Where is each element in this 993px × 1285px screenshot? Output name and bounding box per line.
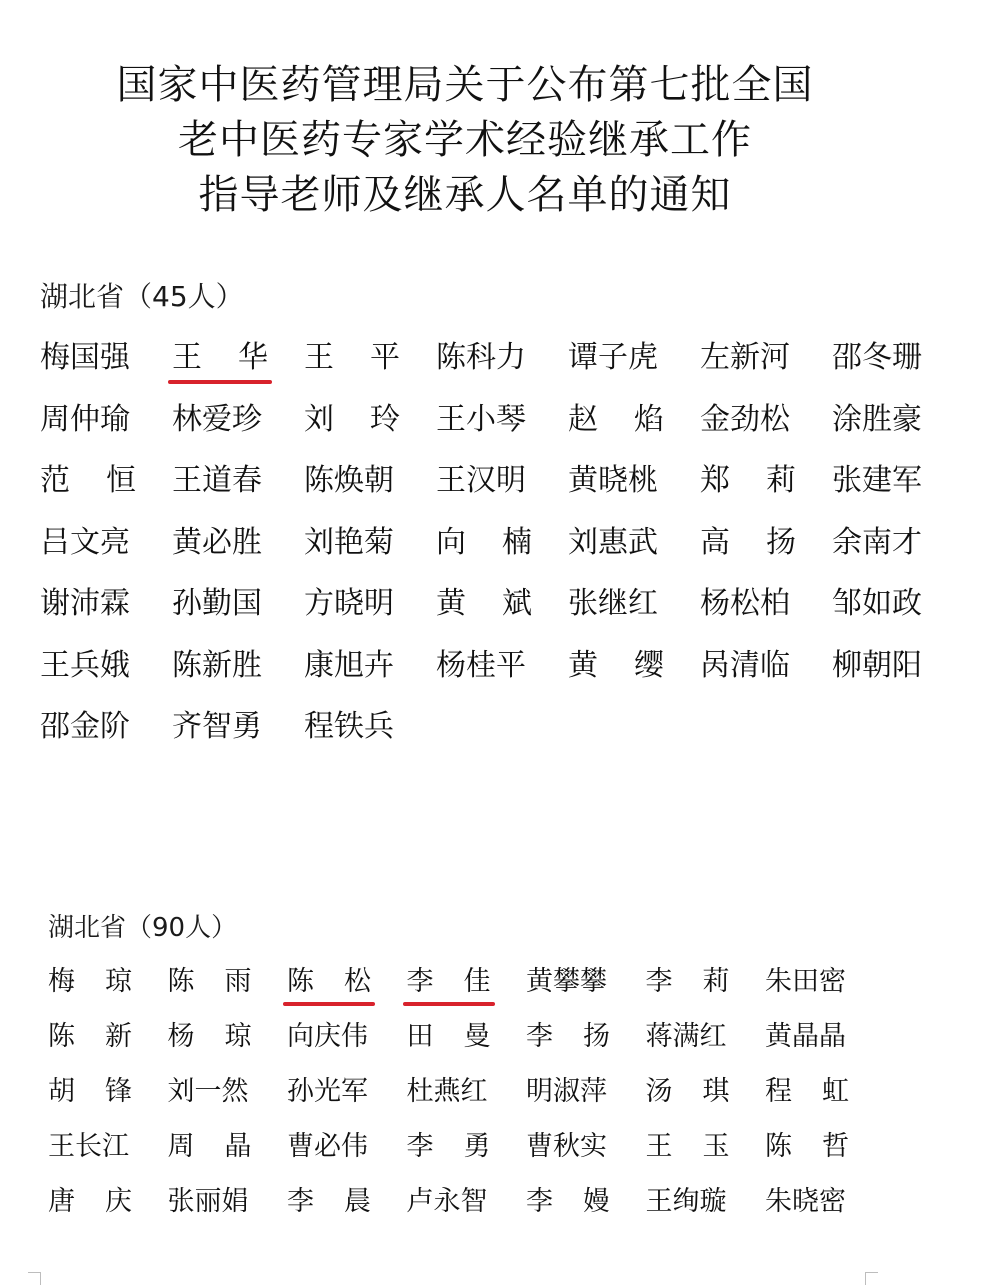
name-entry	[765, 1182, 849, 1222]
name-char: 杨	[167, 1021, 195, 1052]
name-text: 杨松柏	[700, 586, 790, 621]
name-char: 程	[765, 1076, 792, 1107]
name-text: 梅国强	[40, 340, 130, 375]
name-char: 华	[238, 340, 268, 375]
title-line-3: 指导老师及继承人名单的通知	[198, 172, 732, 218]
name-entry	[436, 646, 532, 686]
name-text: 王汉明	[436, 463, 526, 498]
name-entry	[172, 523, 268, 563]
name-entry	[287, 1017, 371, 1057]
name-char: 梅	[48, 966, 75, 997]
name-entry	[172, 646, 268, 686]
name-char: 李	[645, 966, 673, 997]
name-text: 明淑萍	[526, 1076, 607, 1107]
name-char: 莉	[766, 463, 796, 498]
name-char: 陈	[287, 966, 314, 997]
name-text: 刘艳菊	[304, 524, 394, 560]
name-entry	[436, 400, 532, 440]
name-entry	[832, 584, 928, 624]
name-text: 张建军	[832, 463, 922, 498]
name-char: 李	[526, 1021, 553, 1052]
name-text: 王小琴	[436, 401, 526, 437]
name-text: 刘一然	[167, 1076, 249, 1107]
name-char: 周	[167, 1131, 195, 1162]
name-entry	[287, 1182, 371, 1222]
name-char: 胡	[48, 1076, 75, 1107]
name-entry	[407, 1017, 491, 1057]
name-text: 王长江	[48, 1131, 129, 1162]
name-text: 孙勤国	[172, 586, 262, 621]
name-text: 杜燕红	[406, 1076, 488, 1107]
name-text: 蒋满红	[645, 1021, 727, 1052]
name-entry	[646, 962, 730, 1002]
name-text: 曹必伟	[287, 1131, 368, 1162]
name-text: 呙清临	[700, 647, 790, 683]
name-text: 左新河	[700, 340, 790, 375]
name-entry	[646, 1017, 730, 1057]
section1-heading: 湖北省（45人）	[40, 280, 244, 313]
name-entry	[646, 1182, 730, 1222]
name-text: 齐智勇	[172, 709, 262, 744]
name-text: 谭子虎	[568, 340, 658, 375]
name-text: 陈新胜	[172, 647, 262, 683]
title-line-2: 老中医药专家学术经验继承工作	[178, 117, 752, 163]
name-char: 雨	[224, 966, 252, 997]
name-text: 黄晓桃	[568, 463, 658, 498]
title-line-1: 国家中医药管理局关于公布第七批全国	[116, 62, 814, 108]
name-entry	[407, 962, 491, 1002]
name-char: 焰	[634, 401, 664, 437]
name-entry	[526, 1072, 610, 1112]
name-char: 莉	[702, 966, 730, 997]
name-entry	[287, 1072, 371, 1112]
name-text: 黄必胜	[172, 524, 262, 560]
name-entry	[48, 962, 132, 1002]
name-entry	[172, 461, 268, 501]
name-char: 王	[172, 340, 202, 375]
name-text: 刘惠武	[568, 524, 658, 560]
name-text: 邹如政	[832, 586, 922, 621]
page-corner-mark-right	[865, 1272, 878, 1285]
name-char: 哲	[822, 1131, 849, 1162]
name-text: 黄攀攀	[526, 966, 607, 997]
name-text: 黄晶晶	[765, 1021, 846, 1052]
name-char: 王	[645, 1131, 673, 1162]
name-char: 扬	[766, 524, 796, 560]
name-char: 虹	[822, 1076, 849, 1107]
name-entry	[832, 400, 928, 440]
name-entry	[304, 338, 400, 378]
name-entry	[168, 962, 252, 1002]
name-char: 玲	[370, 401, 400, 437]
name-char: 范	[40, 463, 70, 498]
name-entry	[700, 523, 796, 563]
name-entry	[48, 1017, 132, 1057]
name-char: 李	[406, 1131, 434, 1162]
name-entry	[568, 400, 664, 440]
name-entry	[172, 584, 268, 624]
name-char: 庆	[105, 1186, 132, 1217]
name-char: 曼	[463, 1021, 491, 1052]
name-text: 康旭卉	[304, 647, 394, 683]
name-text: 陈焕朝	[304, 463, 394, 498]
name-entry	[304, 584, 400, 624]
name-text: 柳朝阳	[832, 647, 922, 683]
name-entry	[48, 1072, 132, 1112]
name-entry	[700, 400, 796, 440]
notice-title	[0, 58, 930, 223]
name-text: 方晓明	[304, 586, 394, 621]
name-char: 刘	[304, 401, 334, 437]
name-char: 晶	[224, 1131, 252, 1162]
name-char: 佳	[463, 966, 491, 997]
name-entry	[168, 1182, 252, 1222]
name-char: 扬	[583, 1021, 610, 1052]
name-char: 汤	[645, 1076, 673, 1107]
name-text: 朱晓密	[765, 1186, 846, 1217]
name-char: 斌	[502, 586, 532, 621]
name-entry	[168, 1127, 252, 1167]
name-text: 王兵娥	[40, 647, 130, 683]
name-text: 向庆伟	[287, 1021, 368, 1052]
name-entry	[40, 461, 136, 501]
name-char: 郑	[700, 463, 730, 498]
name-entry	[765, 1017, 849, 1057]
name-text: 邵冬珊	[832, 340, 922, 375]
name-entry	[646, 1072, 730, 1112]
name-entry	[40, 523, 136, 563]
name-char: 陈	[48, 1021, 75, 1052]
name-entry	[700, 461, 796, 501]
name-char: 陈	[167, 966, 195, 997]
name-char: 李	[406, 966, 434, 997]
name-char: 恒	[106, 463, 136, 498]
name-char: 锋	[105, 1076, 132, 1107]
name-char: 缨	[634, 647, 664, 683]
name-entry	[436, 584, 532, 624]
name-char: 勇	[463, 1131, 491, 1162]
name-entry	[832, 523, 928, 563]
name-entry	[765, 1072, 849, 1112]
name-entry	[304, 646, 400, 686]
name-entry	[40, 584, 136, 624]
name-entry	[287, 962, 371, 1002]
name-char: 田	[406, 1021, 434, 1052]
name-char: 平	[370, 340, 400, 375]
name-entry	[700, 646, 796, 686]
name-char: 新	[105, 1021, 132, 1052]
name-entry	[172, 400, 268, 440]
name-text: 吕文亮	[40, 524, 130, 560]
name-entry	[700, 338, 796, 378]
name-entry	[287, 1127, 371, 1167]
name-char: 向	[436, 524, 466, 560]
highlight-underline	[403, 1002, 495, 1006]
name-entry	[304, 707, 400, 747]
name-entry	[526, 1127, 610, 1167]
name-entry	[568, 338, 664, 378]
name-entry	[436, 523, 532, 563]
name-entry	[40, 646, 136, 686]
name-text: 王绚璇	[645, 1186, 727, 1217]
name-char: 唐	[48, 1186, 75, 1217]
name-text: 程铁兵	[304, 709, 394, 744]
name-text: 曹秋实	[526, 1131, 607, 1162]
name-entry	[568, 646, 664, 686]
name-entry	[646, 1127, 730, 1167]
name-text: 林爱珍	[172, 401, 262, 437]
name-text: 王道春	[172, 463, 262, 498]
name-text: 张继红	[568, 586, 658, 621]
name-char: 李	[287, 1186, 314, 1217]
name-entry	[407, 1072, 491, 1112]
name-char: 松	[344, 966, 371, 997]
name-text: 陈科力	[436, 340, 526, 375]
name-text: 谢沛霖	[40, 586, 130, 621]
name-text: 涂胜豪	[832, 401, 922, 437]
name-entry	[304, 400, 400, 440]
highlight-underline	[168, 380, 272, 384]
name-text: 邵金阶	[40, 709, 130, 744]
name-char: 黄	[436, 586, 466, 621]
name-char: 赵	[568, 401, 598, 437]
name-entry	[40, 707, 136, 747]
name-entry	[172, 707, 268, 747]
name-entry	[700, 584, 796, 624]
name-char: 王	[304, 340, 334, 375]
name-entry	[40, 400, 136, 440]
name-text: 张丽娟	[167, 1186, 249, 1217]
name-entry	[568, 523, 664, 563]
name-entry	[48, 1182, 132, 1222]
name-entry	[832, 338, 928, 378]
name-char: 楠	[502, 524, 532, 560]
name-entry	[168, 1017, 252, 1057]
name-entry	[526, 962, 610, 1002]
name-text: 朱田密	[765, 966, 846, 997]
page-corner-mark-left	[28, 1272, 41, 1285]
name-text: 卢永智	[406, 1186, 488, 1217]
name-text: 周仲瑜	[40, 401, 130, 437]
name-entry	[765, 1127, 849, 1167]
name-text: 金劲松	[700, 401, 790, 437]
name-entry	[407, 1182, 491, 1222]
name-entry	[168, 1072, 252, 1112]
name-char: 琪	[702, 1076, 730, 1107]
section2-heading: 湖北省（90人）	[48, 913, 238, 943]
name-char: 晨	[344, 1186, 371, 1217]
name-entry	[436, 338, 532, 378]
name-entry	[568, 461, 664, 501]
name-char: 陈	[765, 1131, 792, 1162]
name-entry	[304, 523, 400, 563]
name-entry	[526, 1017, 610, 1057]
name-char: 嫚	[583, 1186, 610, 1217]
name-entry	[48, 1127, 132, 1167]
name-entry	[40, 338, 136, 378]
name-char: 李	[526, 1186, 553, 1217]
name-char: 玉	[702, 1131, 730, 1162]
name-entry	[568, 584, 664, 624]
name-char: 琼	[105, 966, 132, 997]
name-entry	[436, 461, 532, 501]
name-entry	[832, 461, 928, 501]
name-char: 琼	[224, 1021, 252, 1052]
name-text: 余南才	[832, 524, 922, 560]
name-entry	[304, 461, 400, 501]
highlight-underline	[283, 1002, 375, 1006]
name-char: 高	[700, 524, 730, 560]
name-entry	[832, 646, 928, 686]
name-entry	[526, 1182, 610, 1222]
name-text: 孙光军	[287, 1076, 368, 1107]
name-entry	[407, 1127, 491, 1167]
name-entry	[765, 962, 849, 1002]
name-entry	[172, 338, 268, 378]
name-char: 黄	[568, 647, 598, 683]
name-text: 杨桂平	[436, 647, 526, 683]
